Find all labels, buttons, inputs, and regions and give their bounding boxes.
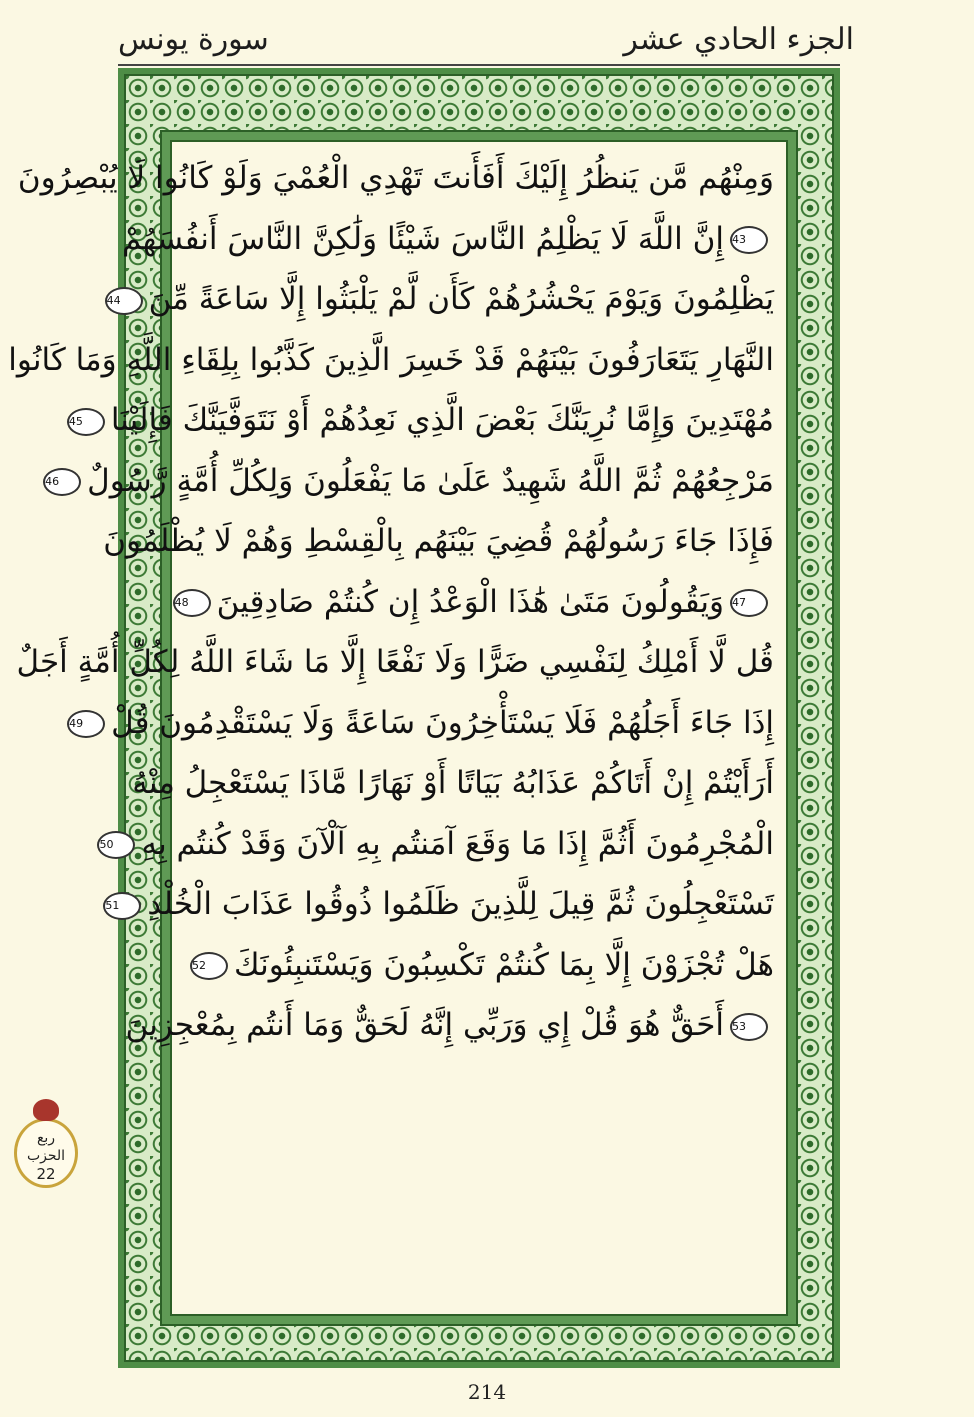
verse-text: مُهْتَدِينَ وَإِمَّا نُرِيَنَّكَ بَعْضَ الَّذِي نَعِدُهُمْ أَوْ نَتَوَفَّيَنَّكَ فَإِلَيْنَا: [110, 402, 774, 438]
verse-line-8: [174, 572, 774, 633]
juz-name-header: الجزء الحادي عشر: [623, 22, 854, 57]
verse-line-7: [103, 511, 774, 572]
verse-lines: [8, 148, 774, 1056]
ayah-marker: 52: [190, 952, 228, 980]
verse-text: هَلْ تُجْزَوْنَ إِلَّا بِمَا كُنتُمْ تَكْسِبُونَ وَيَسْتَنبِئُونَكَ: [234, 946, 774, 983]
ayah-marker: 50: [97, 831, 135, 859]
ayah-marker: 53: [730, 1013, 768, 1041]
ayah-marker: 45: [67, 408, 105, 436]
verse-line-10: [69, 693, 774, 754]
verse-text: تَسْتَعْجِلُونَ ثُمَّ قِيلَ لِلَّذِينَ ظَلَمُوا ذُوقُوا عَذَابَ الْخُلْدِ: [147, 886, 774, 922]
verse-line-13: [105, 874, 774, 935]
verse-text: يَظْلِمُونَ وَيَوْمَ يَحْشُرُهُمْ كَأَن لَّمْ يَلْبَثُوا إِلَّا سَاعَةً مِّنَ: [148, 281, 774, 317]
verse-text: وَمِنْهُم مَّن يَنظُرُ إِلَيْكَ أَفَأَنتَ تَهْدِي الْعُمْيَ وَلَوْ كَانُوا لَا يُبْصِرُونَ: [17, 160, 774, 196]
verse-line-12: [99, 814, 774, 875]
flower-icon: [33, 1099, 59, 1121]
ayah-marker: 49: [67, 710, 105, 738]
ayah-marker: 44: [105, 287, 143, 315]
verse-line-1: [17, 148, 774, 209]
ayah-marker: 46: [43, 468, 81, 496]
verse-line-6: [45, 451, 774, 512]
verse-text: وَيَقُولُونَ مَتَىٰ هَٰذَا الْوَعْدُ إِن كُنتُمْ صَادِقِينَ: [216, 583, 724, 620]
hizb-number: 22: [36, 1165, 56, 1183]
ayah-marker: 47: [730, 589, 768, 617]
verse-line-3: [106, 269, 774, 330]
verse-text: قُل لَّا أَمْلِكُ لِنَفْسِي ضَرًّا وَلَا نَفْعًا إِلَّا مَا شَاءَ اللَّهُ لِكُلِّ أُمَّةٍ أَجَلٌ: [16, 644, 774, 680]
verse-line-9: [16, 632, 774, 693]
verse-line-4: [8, 330, 774, 391]
ayah-marker: 48: [173, 589, 211, 617]
hizb-quarter-label: ربع الحزب: [26, 1130, 66, 1164]
hizb-quarter-badge: [14, 1118, 78, 1188]
page-number: 214: [467, 1380, 507, 1404]
verse-text: النَّهَارِ يَتَعَارَفُونَ بَيْنَهُمْ قَدْ خَسِرَ الَّذِينَ كَذَّبُوا بِلِقَاءِ اللَّهِ وَمَا كَانُوا: [8, 341, 774, 378]
verse-text: الْمُجْرِمُونَ أَثُمَّ إِذَا مَا وَقَعَ آمَنتُم بِهِ آلْآنَ وَقَدْ كُنتُم بِهِ: [141, 825, 774, 862]
ayah-marker: 43: [730, 226, 768, 254]
ayah-marker: 51: [103, 892, 141, 920]
verse-text: إِذَا جَاءَ أَجَلُهُمْ فَلَا يَسْتَأْخِرُونَ سَاعَةً وَلَا يَسْتَقْدِمُونَ قُلْ: [111, 704, 774, 741]
surah-name-header: سورة يونس: [118, 22, 269, 57]
verse-line-14: [184, 935, 774, 996]
verse-line-2: [122, 209, 774, 270]
verse-text: إِنَّ اللَّهَ لَا يَظْلِمُ النَّاسَ شَيْئًا وَلَٰكِنَّ النَّاسَ أَنفُسَهُمْ: [122, 220, 724, 257]
verse-text: فَإِذَا جَاءَ رَسُولُهُمْ قُضِيَ بَيْنَهُم بِالْقِسْطِ وَهُمْ لَا يُظْلَمُونَ: [103, 523, 774, 559]
verse-text: مَرْجِعُهُمْ ثُمَّ اللَّهُ شَهِيدٌ عَلَىٰ مَا يَفْعَلُونَ وَلِكُلِّ أُمَّةٍ رَّسُولٌ: [87, 462, 774, 499]
verse-line-15: [125, 995, 774, 1056]
verse-line-11: [132, 753, 774, 814]
verse-line-5: [68, 390, 774, 451]
header-rule: [118, 64, 840, 66]
verse-text: أَحَقٌّ هُوَ قُلْ إِي وَرَبِّي إِنَّهُ لَحَقٌّ وَمَا أَنتُم بِمُعْجِزِينَ: [125, 1007, 724, 1043]
verse-text: أَرَأَيْتُمْ إِنْ أَتَاكُمْ عَذَابُهُ بَيَاتًا أَوْ نَهَارًا مَّاذَا يَسْتَعْجِلُ مِنْهُ: [132, 765, 774, 801]
